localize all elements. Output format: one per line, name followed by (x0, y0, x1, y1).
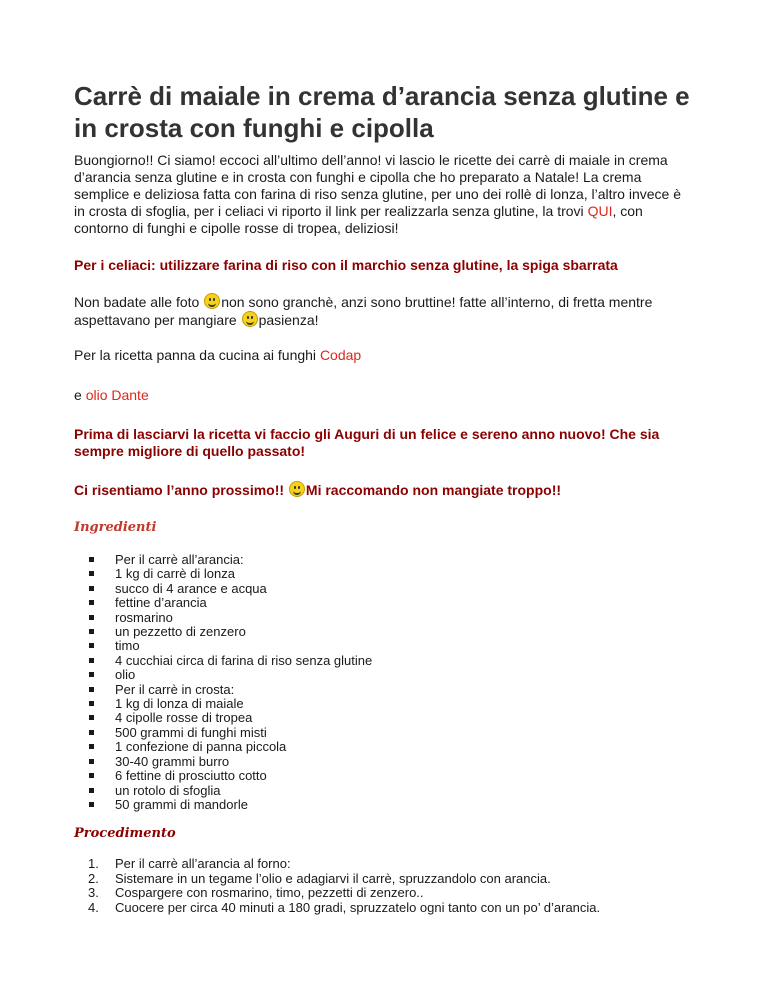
ingredient-item: Per il carrè in crosta: (74, 683, 372, 697)
ingredient-item: 50 grammi di mandorle (74, 798, 372, 812)
panna-line (74, 347, 694, 364)
intro-paragraph (74, 152, 694, 237)
step-number: 3. (88, 885, 99, 901)
procedure-step (74, 901, 600, 916)
smile-icon (204, 293, 220, 309)
step-number: 1. (88, 856, 99, 871)
page-title: Carrè di maiale in crema d’arancia senza glutine e in crosta con funghi e cipolla (74, 81, 690, 143)
olio-dante-link[interactable]: olio Dante (85, 387, 149, 403)
step-number: 2. (88, 870, 99, 886)
ingredient-item: 1 kg di carrè di lonza (74, 567, 372, 581)
ingredient-item: Per il carrè all’arancia: (74, 553, 372, 567)
panna-text: Per la ricetta panna da cucina ai funghi (74, 347, 320, 363)
ingredient-item: 1 confezione di panna piccola (74, 740, 372, 754)
codap-link[interactable]: Codap (319, 347, 362, 363)
risentiamo-part1: Ci risentiamo l’anno prossimo!! (74, 482, 288, 498)
olio-text: e (74, 387, 86, 403)
step-text: Cuocere per circa 40 minuti a 180 gradi, spruzzatelo ogni tanto con un po’ d’arancia. (115, 899, 601, 915)
photo-note-part3: pasienza! (258, 312, 319, 328)
photo-note-part1: Non badate alle foto (74, 294, 204, 310)
step-number: 4. (88, 899, 99, 915)
procedimento-list (74, 857, 600, 915)
photo-note-part2: non sono granchè, anzi sono bruttine! fatte all’interno, di fretta mentre aspettavano per mangiare (74, 294, 653, 328)
ingredient-item: 4 cipolle rosse di tropea (74, 711, 372, 725)
ingredient-item: 30-40 grammi burro (74, 755, 372, 769)
ingredient-item: timo (74, 639, 372, 653)
grin-icon (242, 311, 258, 327)
step-text: Per il carrè all’arancia al forno: (115, 856, 291, 871)
step-text: Cospargere con rosmarino, timo, pezzetti di zenzero.. (115, 885, 424, 901)
olio-line (74, 387, 694, 404)
ingredienti-heading: Ingredienti (74, 520, 157, 535)
procedure-step (74, 872, 600, 887)
procedure-step (74, 857, 600, 872)
ingredient-item: fettine d’arancia (74, 596, 372, 610)
wink-icon (289, 481, 305, 497)
risentiamo-part2: Mi raccomando non mangiate troppo!! (305, 482, 562, 498)
risentiamo-paragraph (74, 481, 694, 499)
ingredient-item: un pezzetto di zenzero (74, 625, 372, 639)
step-text: Sistemare in un tegame l’olio e adagiarvi il carrè, spruzzandolo con arancia. (115, 870, 551, 886)
procedimento-heading: Procedimento (74, 826, 176, 841)
ingredient-item: rosmarino (74, 611, 372, 625)
intro-text-end: , con contorno di funghi e cipolle rosse di tropea, deliziosi! (74, 203, 643, 236)
intro-text: Buongiorno!! Ci siamo! eccoci all’ultimo dell’anno! vi lascio le ricette dei carrè di maiale in crema d’arancia senza glutine e in crosta con funghi e cipolla che ho preparato a Natale! La crema semplice e deliziosa fatta con farina di riso senza glutine, per uno dei rollè di lonza, l’altro invece è in crosta di sfoglia, per i celiaci vi riporto il link per realizzarla senza glutine, la trovi (74, 152, 682, 219)
ingredient-item: 4 cucchiai circa di farina di riso senza glutine (74, 654, 372, 668)
auguri-paragraph: Prima di lasciarvi la ricetta vi faccio gli Auguri di un felice e sereno anno nuovo! Che sia sempre migliore di quello passato! (74, 426, 660, 459)
procedure-step (74, 886, 600, 901)
qui-link[interactable]: QUI (587, 203, 613, 219)
ingredienti-list (74, 553, 372, 812)
ingredient-item: 1 kg di lonza di maiale (74, 697, 372, 711)
ingredient-item: un rotolo di sfoglia (74, 784, 372, 798)
photo-note (74, 293, 694, 329)
ingredient-item: 6 fettine di prosciutto cotto (74, 769, 372, 783)
celiaci-note: Per i celiaci: utilizzare farina di riso con il marchio senza glutine, la spiga sbarrata (74, 257, 618, 273)
ingredient-item: succo di 4 arance e acqua (74, 582, 372, 596)
ingredient-item: 500 grammi di funghi misti (74, 726, 372, 740)
ingredient-item: olio (74, 668, 372, 682)
